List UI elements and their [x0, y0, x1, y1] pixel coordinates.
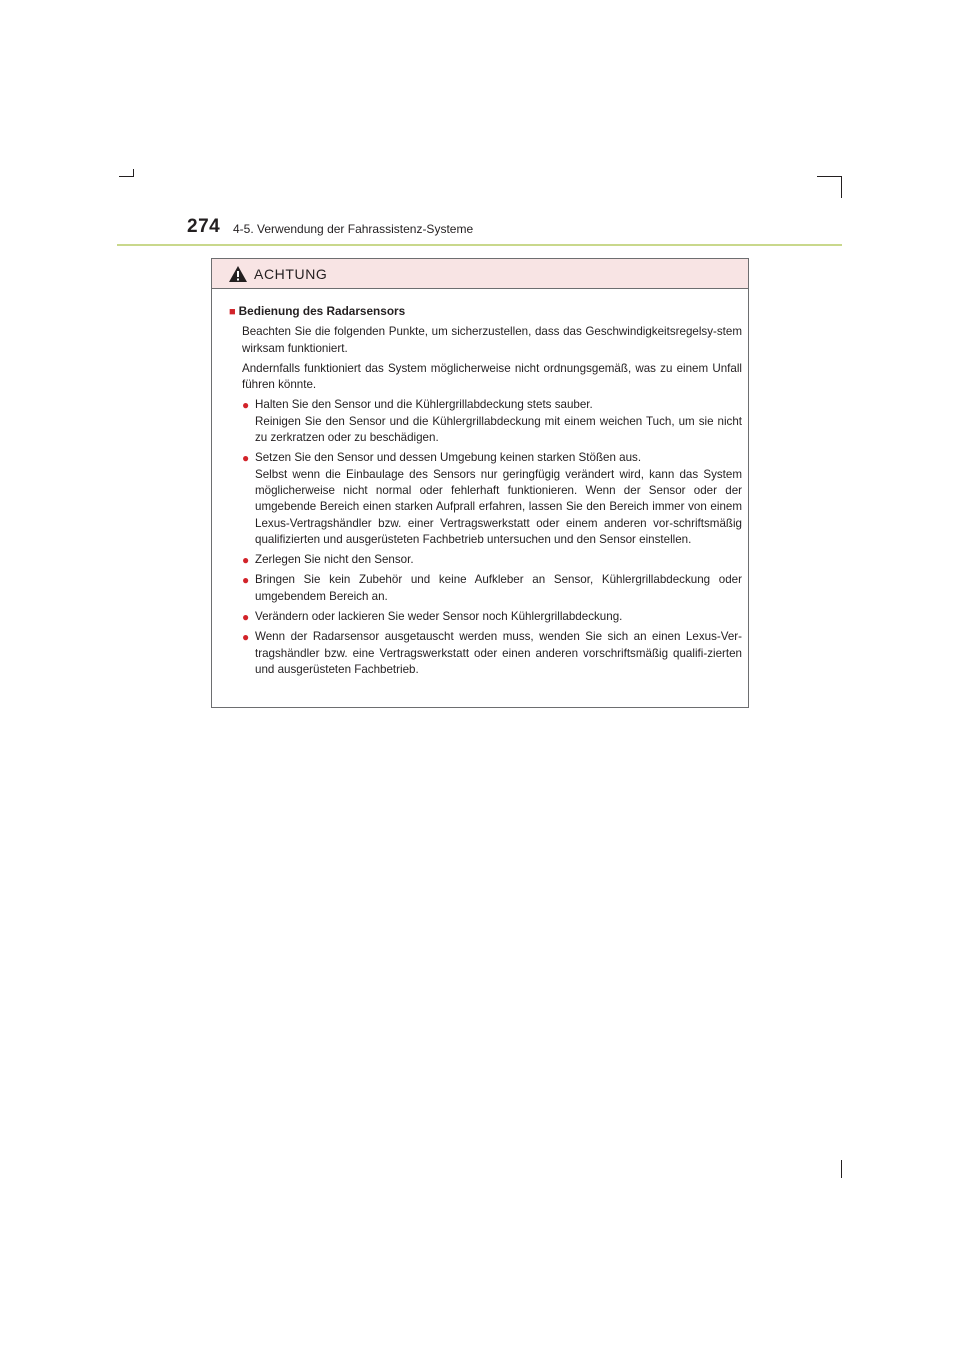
bullet-dot-icon: ●	[242, 630, 250, 645]
bullet-main-text: Wenn der Radarsensor ausgetauscht werden muss, wenden Sie sich an einen Lexus-Ver-tragshändler bzw. eine Vertragswerkstatt oder einen anderen vorschriftsmäßig qualifi-zierten und ausgerüsteten Fachbetrieb.	[255, 630, 742, 676]
bullet-detail-text: Reinigen Sie den Sensor und die Kühlergrillabdeckung mit einem weichen Tuch, um sie nicht zu zerkratzen oder zu beschädigen.	[255, 414, 742, 445]
list-item	[229, 450, 742, 548]
warning-heading	[229, 303, 742, 320]
header-divider	[117, 244, 842, 246]
bullet-main-text: Zerlegen Sie nicht den Sensor.	[255, 553, 414, 567]
bullet-dot-icon: ●	[242, 451, 250, 466]
bullet-main-text: Halten Sie den Sensor und die Kühlergrillabdeckung stets sauber.	[255, 398, 593, 412]
crop-mark-top-left-v	[133, 169, 134, 177]
warning-triangle-icon	[228, 265, 248, 283]
list-item	[229, 629, 742, 678]
crop-mark-top-right-v	[841, 176, 842, 198]
section-title: 4-5. Verwendung der Fahrassistenz-Systeme	[233, 222, 474, 236]
warning-title: ACHTUNG	[254, 266, 328, 282]
warning-heading-text: Bedienung des Radarsensors	[238, 304, 406, 318]
warning-body	[212, 289, 748, 678]
bullet-main-text: Verändern oder lackieren Sie weder Sensor noch Kühlergrillabdeckung.	[255, 610, 623, 624]
list-item	[229, 397, 742, 446]
warning-box	[211, 258, 749, 708]
intro-paragraph: Beachten Sie die folgenden Punkte, um sicherzustellen, dass das Geschwindigkeitsregelsy-stem wirksam funktioniert.	[242, 325, 742, 355]
bullet-dot-icon: ●	[242, 398, 250, 413]
warning-header	[212, 259, 748, 289]
crop-mark-bottom-right-v	[841, 1160, 842, 1178]
list-item	[229, 572, 742, 605]
square-bullet-icon: ■	[229, 306, 236, 318]
bullet-dot-icon: ●	[242, 610, 250, 625]
bullet-dot-icon: ●	[242, 553, 250, 568]
page-number: 274	[187, 216, 221, 237]
bullet-dot-icon: ●	[242, 573, 250, 588]
bullet-detail-text: Selbst wenn die Einbaulage des Sensors nur geringfügig verändert wird, kann das System möglicherweise nicht normal oder fehlerhaft funktionieren. Wenn der Sensor oder der umgebende Bereich einen starken Aufprall erfahren, lassen Sie den Bereich immer von einem Lexus-Vertragshändler bzw. einer Vertragswerkstatt oder einem anderen vor-schriftsmäßig qualifizierten und ausgerüsteten Fachbetrieb untersuchen und den Sensor einstellen.	[255, 467, 742, 546]
intro-paragraph: Andernfalls funktioniert das System möglicherweise nicht ordnungsgemäß, was zu einem Unfall führen könnte.	[242, 361, 742, 392]
list-item	[229, 609, 742, 625]
bullet-main-text: Bringen Sie kein Zubehör und keine Aufkleber an Sensor, Kühlergrillabdeckung oder umgebendem Bereich an.	[255, 573, 742, 603]
list-item	[229, 552, 742, 568]
bullet-main-text: Setzen Sie den Sensor und dessen Umgebung keinen starken Stößen aus.	[255, 451, 642, 465]
crop-mark-top-right-h	[817, 176, 842, 177]
crop-mark-top-left-h	[119, 176, 134, 177]
